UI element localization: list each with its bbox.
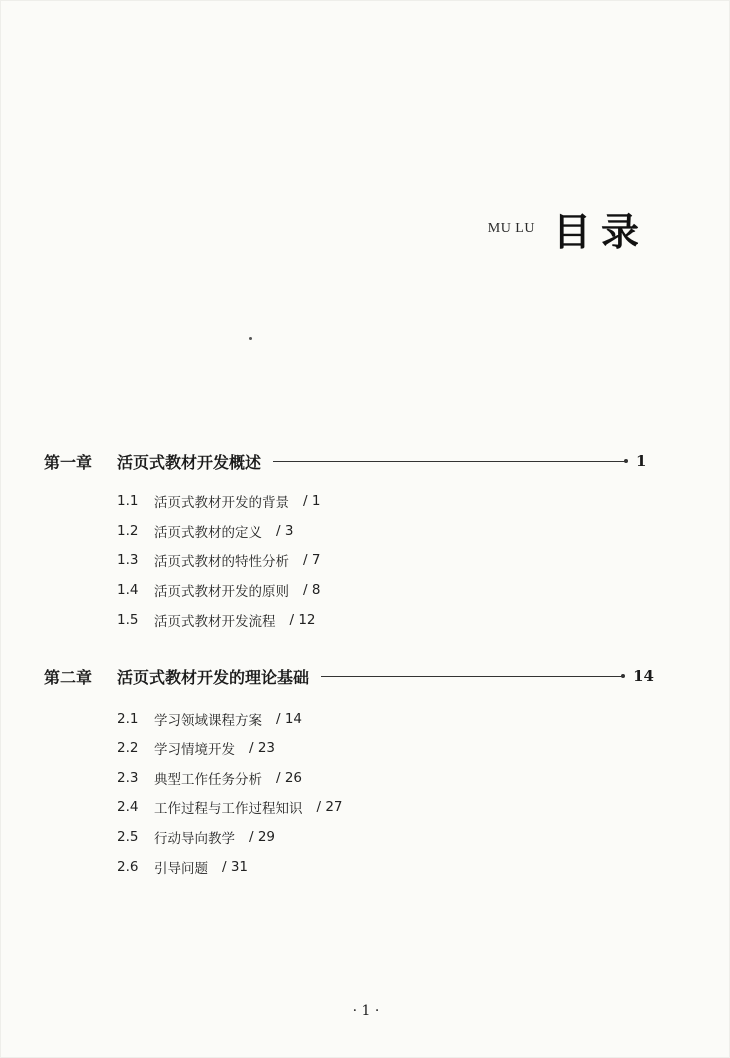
section-title: 学习领域课程方案 <box>154 713 262 729</box>
chapter-title: 活页式教材开发的理论基础 <box>117 667 310 687</box>
section-page: / 26 <box>276 770 303 786</box>
section-page: / 7 <box>303 552 321 568</box>
toc-entry[interactable] <box>117 609 316 631</box>
section-title: 行动导向教学 <box>154 831 235 847</box>
section-title: 活页式教材的特性分析 <box>154 554 289 570</box>
section-page: / 12 <box>289 612 316 628</box>
section-page: / 31 <box>222 859 249 875</box>
section-title: 工作过程与工作过程知识 <box>154 801 303 817</box>
section-number: 2.3 <box>117 770 139 786</box>
chapter-title: 活页式教材开发概述 <box>117 452 262 472</box>
toc-title: 目录 <box>552 210 649 254</box>
section-title: 引导问题 <box>154 861 208 877</box>
section-number: 2.5 <box>117 829 139 845</box>
toc-entry[interactable] <box>117 549 320 571</box>
section-number: 1.2 <box>117 523 139 539</box>
section-title: 典型工作任务分析 <box>154 772 262 788</box>
section-title: 学习情境开发 <box>154 742 235 758</box>
chapter-page: 14 <box>633 667 654 685</box>
toc-entry[interactable] <box>117 737 275 759</box>
chapter-number: 第一章 <box>44 452 93 472</box>
section-number: 1.1 <box>117 493 139 509</box>
section-page: / 14 <box>276 711 303 727</box>
toc-entry[interactable] <box>117 579 320 601</box>
section-number: 1.4 <box>117 582 139 598</box>
section-title: 活页式教材开发流程 <box>154 614 276 630</box>
section-page: / 29 <box>249 829 276 845</box>
chapter-number: 第二章 <box>44 667 93 687</box>
toc-entry[interactable] <box>117 826 275 848</box>
section-number: 1.5 <box>117 612 139 628</box>
toc-pinyin: MU LU <box>487 220 535 236</box>
chapter-page: 1 <box>636 452 647 470</box>
section-title: 活页式教材的定义 <box>154 525 262 541</box>
section-title: 活页式教材开发的背景 <box>154 495 289 511</box>
toc-entry[interactable] <box>117 708 302 730</box>
toc-entry[interactable] <box>117 856 248 878</box>
section-number: 2.1 <box>117 711 139 727</box>
section-page: / 27 <box>316 799 343 815</box>
section-number: 1.3 <box>117 552 139 568</box>
section-page: / 3 <box>276 523 294 539</box>
leader-line <box>273 461 626 462</box>
toc-header <box>488 201 649 256</box>
section-page: / 1 <box>303 493 321 509</box>
toc-entry[interactable] <box>117 520 293 542</box>
toc-entry[interactable] <box>117 490 320 512</box>
toc-entry[interactable] <box>117 796 343 818</box>
section-title: 活页式教材开发的原则 <box>154 584 289 600</box>
print-speck <box>249 337 252 340</box>
leader-line <box>321 676 623 677</box>
page-number: · 1 · <box>352 1003 380 1019</box>
section-page: / 23 <box>249 740 276 756</box>
chapter-2-heading[interactable] <box>44 664 654 688</box>
section-number: 2.2 <box>117 740 139 756</box>
section-number: 2.6 <box>117 859 139 875</box>
chapter-1-heading[interactable] <box>44 449 654 473</box>
toc-entry[interactable] <box>117 767 302 789</box>
section-page: / 8 <box>303 582 321 598</box>
section-number: 2.4 <box>117 799 139 815</box>
